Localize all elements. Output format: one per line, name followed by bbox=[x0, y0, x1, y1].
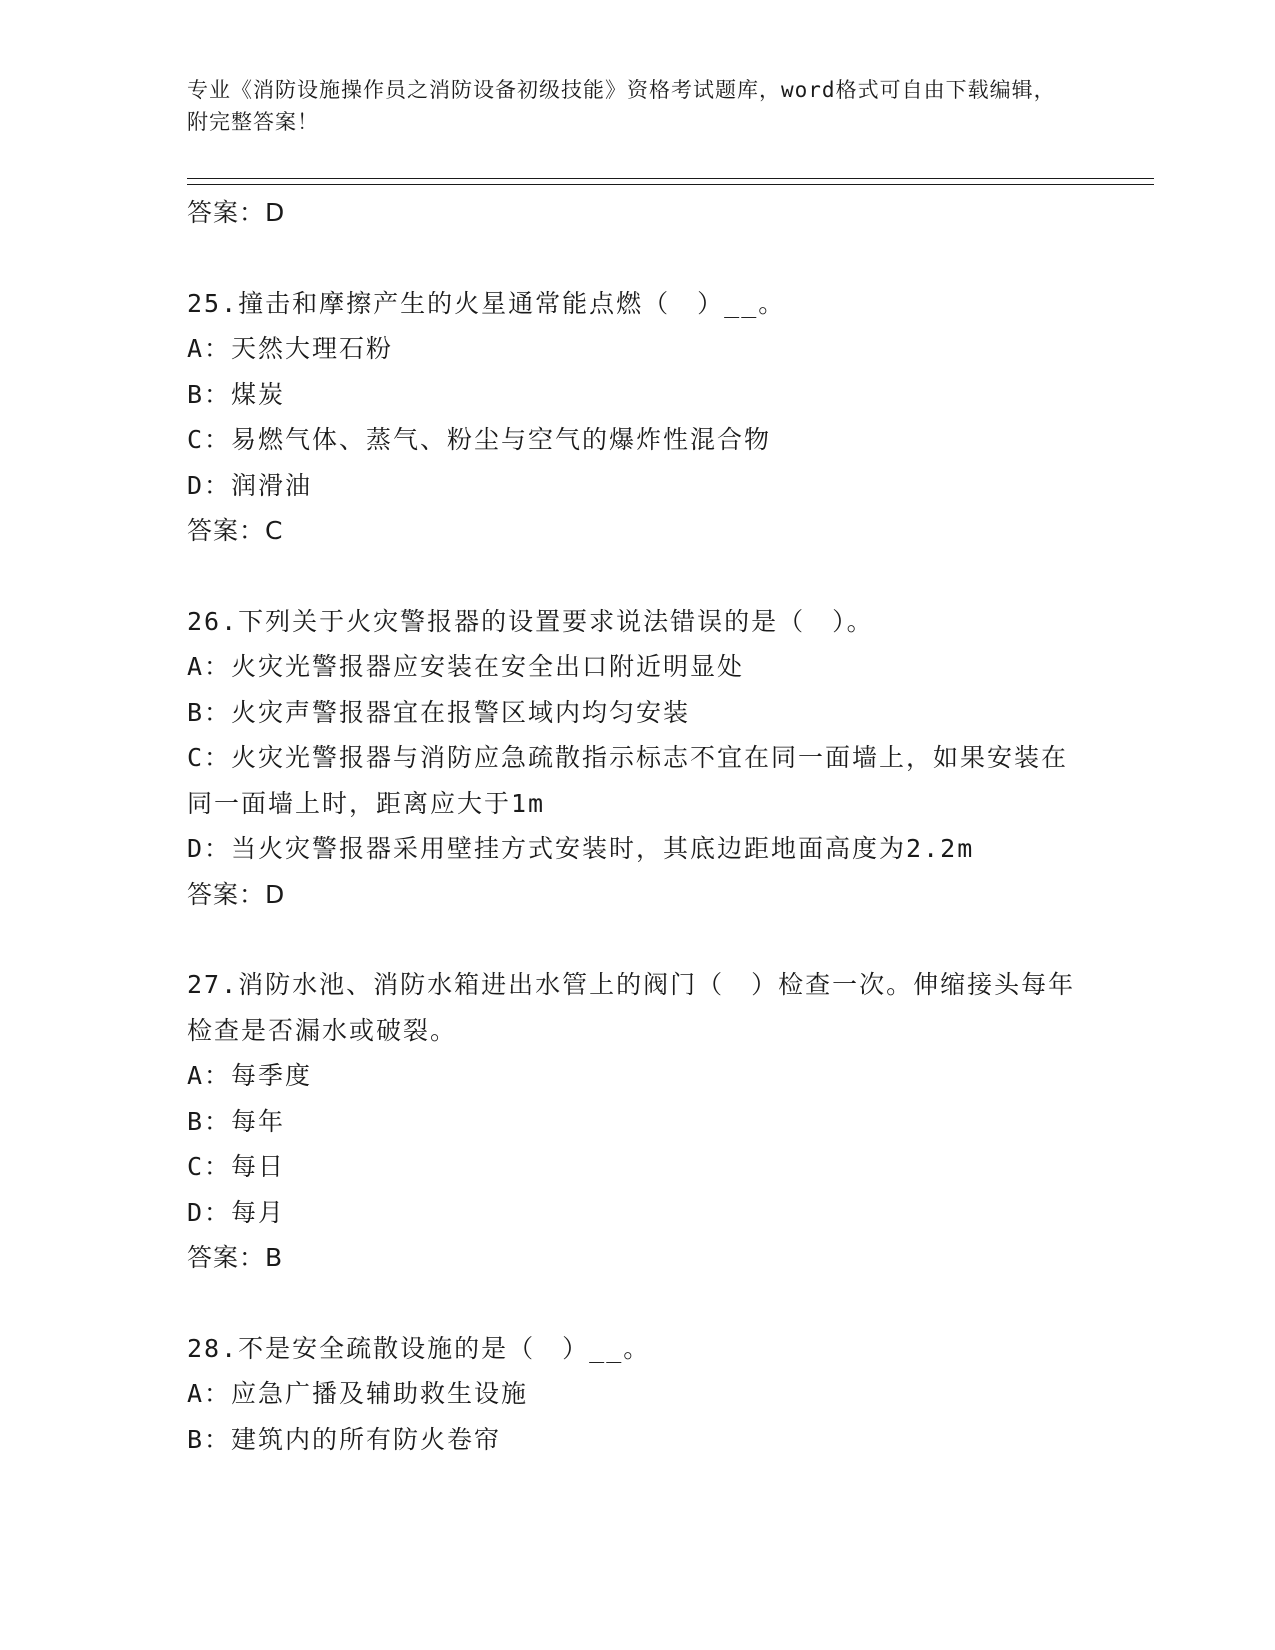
option-a: A：每季度 bbox=[187, 1061, 313, 1090]
page-header: 专业《消防设施操作员之消防设备初级技能》资格考试题库，word格式可自由下载编辑，附完整答案！ bbox=[187, 78, 1056, 134]
question-stem: 26.下列关于火灾警报器的设置要求说法错误的是（ ）。 bbox=[187, 606, 874, 636]
option-a: A：天然大理石粉 bbox=[187, 334, 394, 363]
question-content bbox=[187, 190, 1087, 1462]
option-c: C：火灾光警报器与消防应急疏散指示标志不宜在同一面墙上，如果安装在同一面墙上时，距离应大于1m bbox=[187, 743, 1069, 818]
option-d: D：当火灾警报器采用壁挂方式安装时，其底边距地面高度为2.2m bbox=[187, 834, 975, 863]
option-b: B：每年 bbox=[187, 1106, 286, 1136]
option-d: D：润滑油 bbox=[187, 470, 313, 500]
question-stem: 27.消防水池、消防水箱进出水管上的阀门（ ）检查一次。伸缩接头每年检查是否漏水或破裂。 bbox=[187, 970, 1076, 1045]
question-stem: 28.不是安全疏散设施的是（ ）__。 bbox=[187, 1333, 651, 1363]
answer-line: 答案：C bbox=[187, 516, 284, 545]
answer-line: 答案：D bbox=[187, 879, 286, 909]
option-c: C：每日 bbox=[187, 1152, 286, 1181]
question-25 bbox=[187, 281, 1087, 554]
answer-line: 答案：D bbox=[187, 198, 286, 227]
question-26 bbox=[187, 599, 1087, 918]
question-27 bbox=[187, 962, 1087, 1281]
option-b: B：建筑内的所有防火卷帘 bbox=[187, 1424, 502, 1454]
question-28 bbox=[187, 1326, 1087, 1463]
option-d: D：每月 bbox=[187, 1197, 286, 1227]
question-stem: 25.撞击和摩擦产生的火星通常能点燃（ ）__。 bbox=[187, 288, 786, 318]
option-c: C：易燃气体、蒸气、粉尘与空气的爆炸性混合物 bbox=[187, 425, 772, 454]
option-b: B：火灾声警报器宜在报警区域内均匀安装 bbox=[187, 697, 691, 727]
option-b: B：煤炭 bbox=[187, 379, 286, 409]
option-a: A：火灾光警报器应安装在安全出口附近明显处 bbox=[187, 652, 745, 681]
option-a: A：应急广播及辅助救生设施 bbox=[187, 1379, 529, 1408]
answer-line: 答案：B bbox=[187, 1243, 284, 1272]
header-divider bbox=[187, 178, 1154, 185]
